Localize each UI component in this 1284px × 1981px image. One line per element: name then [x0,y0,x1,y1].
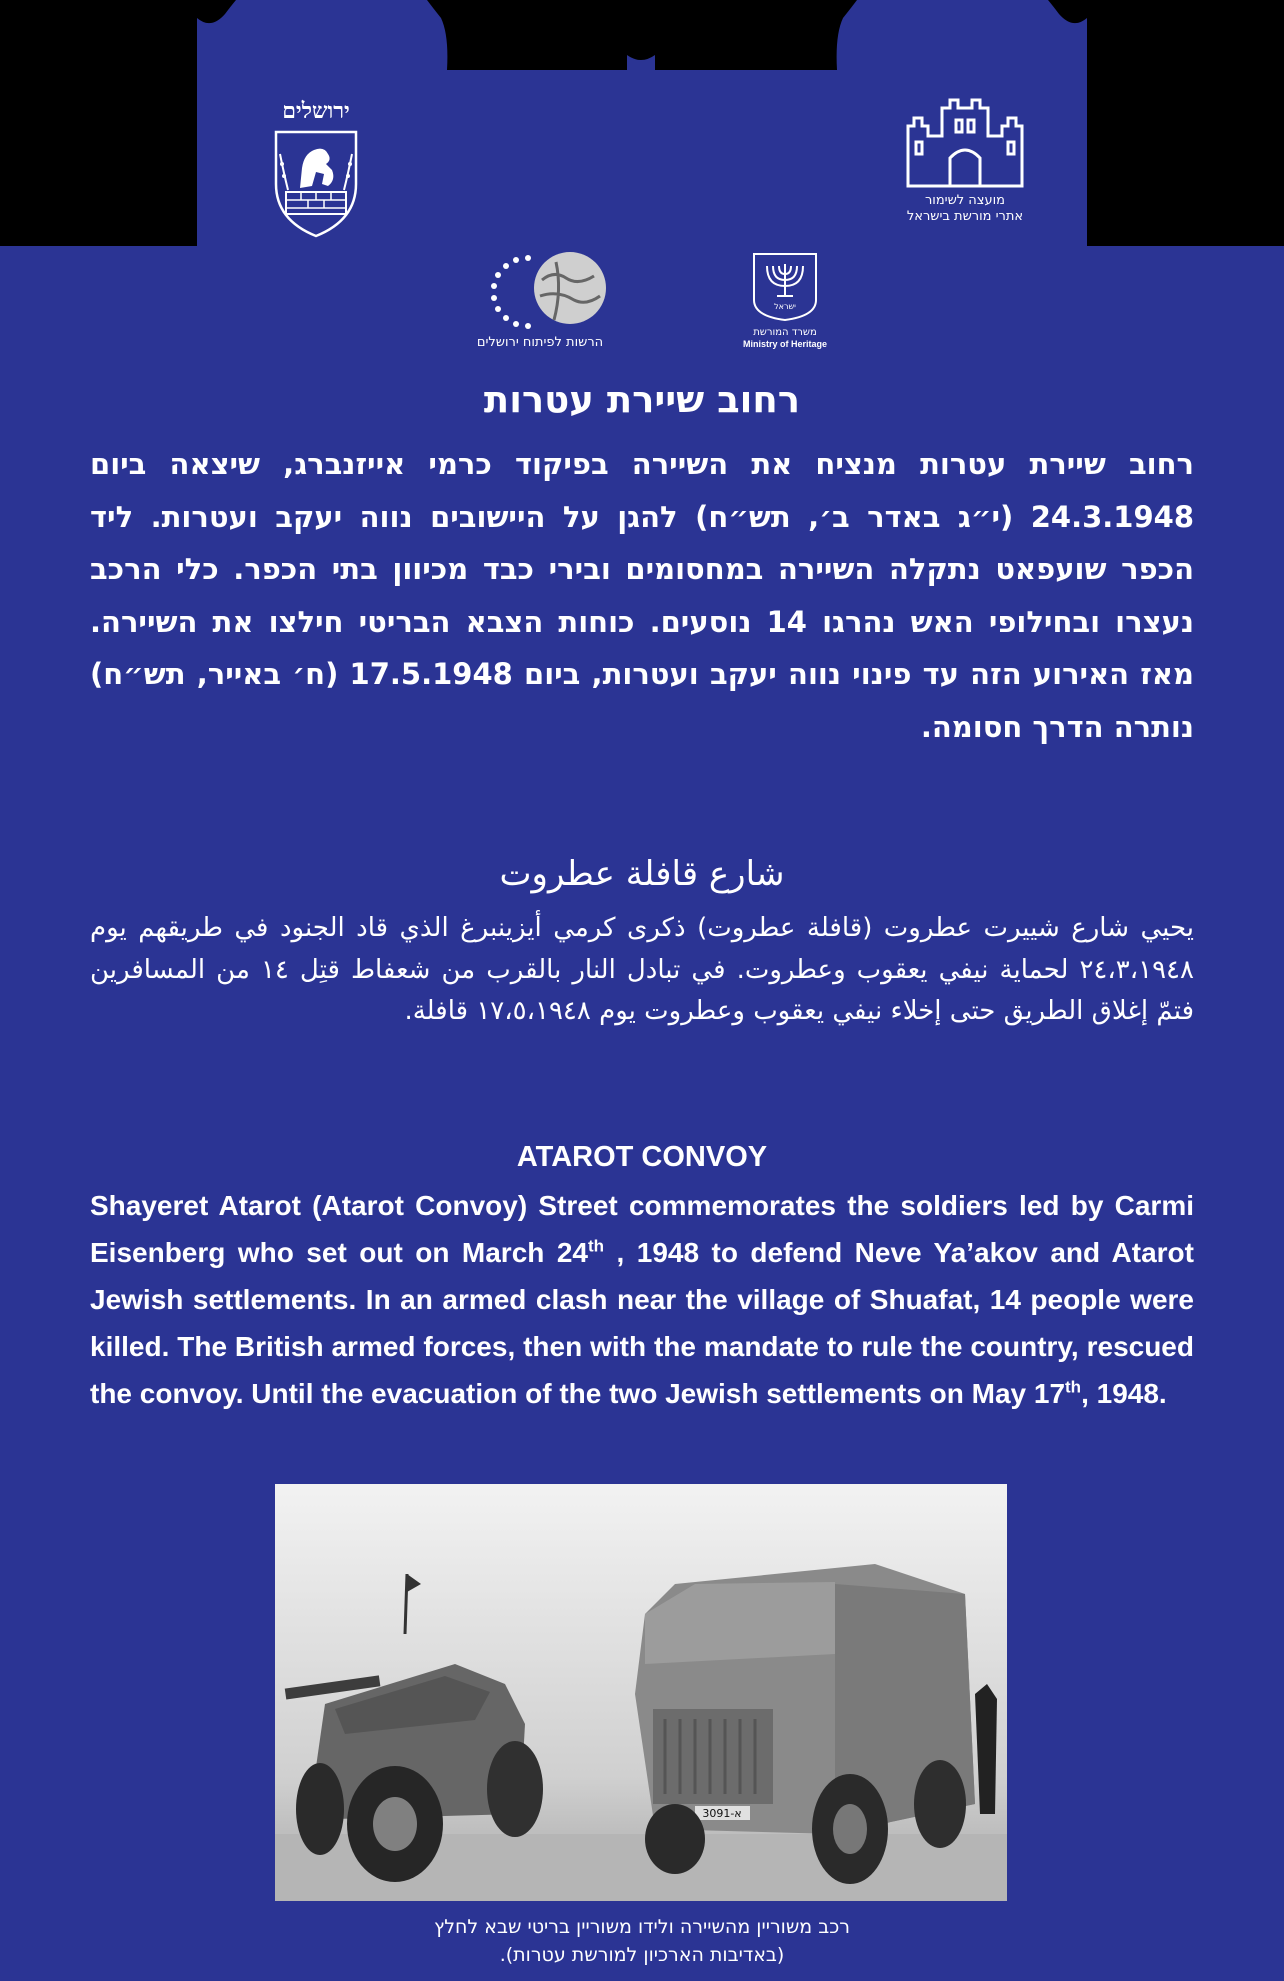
photo-caption [150,1913,1134,1969]
caption-line1: רכב משוריין מהשיירה ולידו משוריין בריטי שבא לחלץ [433,1916,851,1938]
caption-line2: (באדיבות הארכיון למורשת עטרות). [499,1944,785,1966]
council-line1: מועצה לשימור [924,193,1006,208]
convoy-photo [275,1484,1007,1901]
hebrew-title: רחוב שיירת עטרות [483,378,801,421]
vehicle-plate: א-3091 [702,1807,742,1820]
hebrew-body: רחוב שיירת עטרות מנציח את השיירה בפיקוד כרמי אייזנברג, שיצאה ביום 24.3.1948 (י״ג באדר ב׳, תש״ח) להגן על היישובים נווה יעקב ועטרות. ליד הכפר שועפאט נתקלה השיירה במחסומים ובירי כבד מכיוון בתי הכפר. כלי הרכב נעצרו ובחילופי האש נהרגו 14 נוסעים. כוחות הצבא הבריטי חילצו את השיירה. מאז האירוע הזה עד פינוי נווה יעקב ועטרות, ביום 17.5.1948 (ח׳ באייר, תש״ח) נותרה הדרך חסומה. [90,447,1194,744]
menorah-emblem-icon [750,250,820,322]
globe-stars-icon [470,250,610,330]
english-body-part1: Shayeret Atarot (Atarot Convoy) Street commemorates the soldiers led by Carmi Eisenberg who set out on March 24 [90,1190,1194,1268]
emblem-word: ישראל [774,302,796,311]
ordinal-suffix: th [588,1236,605,1256]
ministry-he-label: משרד המורשת [753,327,817,338]
ministry-en-label: Ministry of Heritage [742,339,827,349]
arabic-title: شارع قافلة عطروت [499,854,785,894]
english-body-part3: , 1948. [1081,1378,1167,1409]
english-body [90,1182,1194,1417]
battlement-top-shape [0,0,1284,250]
ordinal-suffix: th [1065,1377,1082,1397]
jerusalem-lion-emblem-icon [266,124,366,240]
development-authority-logo [440,250,640,351]
arabic-body: يحيي شارع شييرت عطروت (قافلة عطروت) ذكرى كرمي أيزينبرغ الذي قاد الجنود في طريقهم يوم ٢٤،٣،١٩٤٨ لحماية نيفي يعقوب وعطروت. في تبادل النار بالقرب من شعفاط قتِل ١٤ من المسافرين فتمّ إغلاق الطريق حتى إخلاء نيفي يعقوب وعطروت يوم ١٧،٥،١٩٤٨ قافلة. [90,913,1194,1026]
council-line2: אתרי מורשת בישראל [906,209,1024,224]
jerusalem-label: ירושלים [282,98,350,124]
ministry-logo [730,250,840,350]
english-title: ATAROT CONVOY [516,1141,768,1173]
jerusalem-logo [266,98,366,245]
development-authority-label: הרשות לפיתוח ירושלים [476,335,604,350]
tower-gate-icon [900,96,1030,188]
heritage-council-logo [880,96,1050,225]
english-body-part2: , 1948 to defend Neve Ya’akov and Atarot Jewish settlements. In an armed clash near the village of Shuafat, 14 people were killed. The British armed forces, then with the mandate to rule the country, rescued the convoy. Until the evacuation of the two Jewish settlements on May 17 [90,1237,1194,1409]
